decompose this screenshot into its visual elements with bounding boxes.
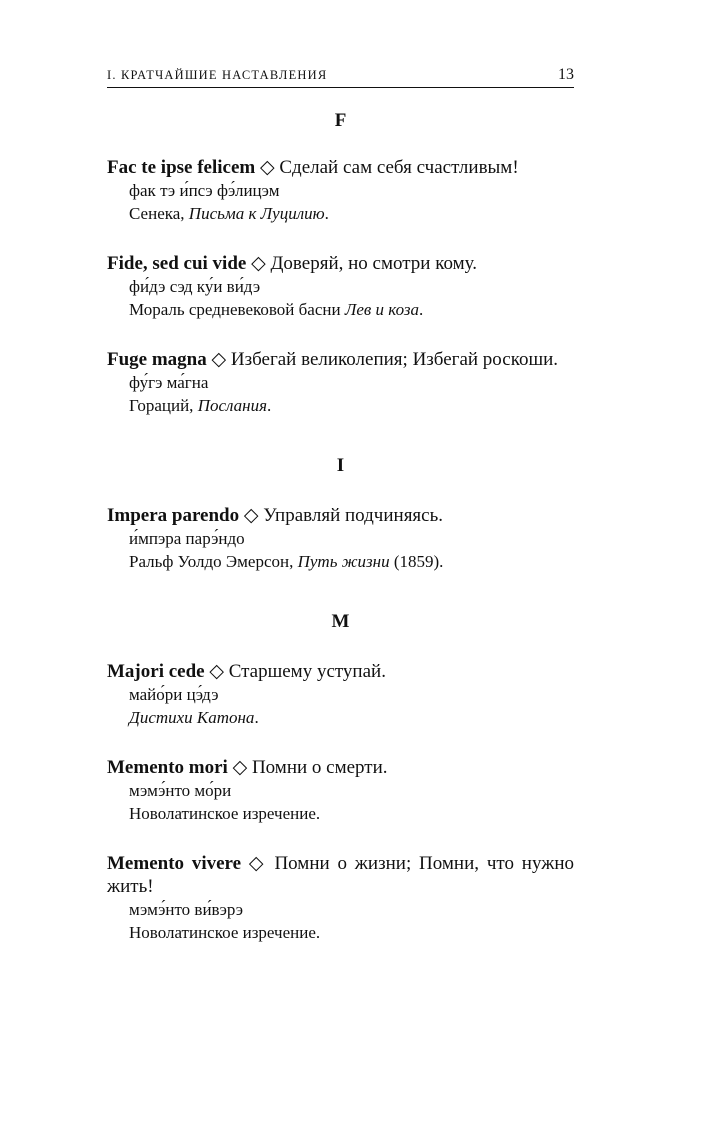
- source-title: Дистихи Катона: [129, 708, 255, 727]
- running-title: I. КРАТЧАЙШИЕ НАСТАВЛЕНИЯ: [107, 68, 328, 82]
- entry-main-line: [107, 252, 574, 275]
- entry-main-line: [107, 348, 574, 371]
- latin-phrase: Memento mori: [107, 757, 228, 778]
- diamond-separator: ◇: [209, 661, 224, 682]
- section-letter-m: M: [331, 611, 350, 632]
- entry-fac-te-ipse-felicem: [107, 156, 574, 225]
- section-letter-f: F: [334, 110, 347, 131]
- pronunciation: фи́дэ сэд ку́и ви́дэ: [129, 277, 261, 296]
- latin-phrase: Fac te ipse felicem: [107, 157, 256, 178]
- pronunciation: и́мпэра парэ́ндо: [129, 529, 245, 548]
- translation: Помни о смерти.: [251, 757, 388, 778]
- translation: Сделай сам себя счастливым!: [279, 157, 519, 178]
- latin-phrase: Impera parendo: [107, 505, 240, 526]
- source-tail: .: [324, 204, 329, 223]
- translation: Помни о жизни; Помни, что нужно жить!: [107, 853, 574, 897]
- entry-fide-sed-cui-vide: [107, 252, 574, 321]
- source-title: Путь жизни: [297, 552, 390, 571]
- entry-main-line: [107, 756, 574, 779]
- source-plain: Ральф Уолдо Эмерсон,: [129, 552, 298, 571]
- entry-main-line: [107, 504, 574, 527]
- source-tail: .: [419, 300, 424, 319]
- pronunciation: фу́гэ ма́гна: [129, 373, 209, 392]
- source-title: Послания: [197, 396, 267, 415]
- latin-phrase: Fide, sed cui vide: [107, 253, 247, 274]
- pronunciation: фак тэ и́псэ фэ́лицэм: [129, 181, 280, 200]
- entry-main-line: [107, 852, 574, 898]
- diamond-separator: ◇: [248, 853, 267, 874]
- source-plain: Мораль средневековой басни: [129, 300, 345, 319]
- pronunciation: майо́ри цэ́дэ: [129, 685, 219, 704]
- pronunciation: мэмэ́нто ви́вэрэ: [129, 900, 244, 919]
- source-tail: .: [254, 708, 259, 727]
- entry-main-line: [107, 660, 574, 683]
- source: [107, 550, 574, 573]
- translation: Доверяй, но смотри кому.: [270, 253, 477, 274]
- source-plain: Сенека,: [129, 204, 189, 223]
- translation: Избегай великолепия; Избегай роскоши.: [230, 349, 559, 370]
- source-plain: Гораций,: [129, 396, 198, 415]
- source-title: Письма к Луцилию: [188, 204, 325, 223]
- source: [107, 298, 574, 321]
- section-letter-i: I: [336, 455, 345, 476]
- latin-phrase: Memento vivere: [107, 853, 242, 874]
- book-page: [107, 66, 574, 944]
- source: [107, 706, 574, 729]
- running-head: [107, 66, 574, 88]
- latin-phrase: Majori cede: [107, 661, 205, 682]
- entry-main-line: [107, 156, 574, 179]
- diamond-separator: ◇: [232, 757, 248, 778]
- source: [107, 802, 574, 825]
- source: [107, 921, 574, 944]
- entry-memento-mori: [107, 756, 574, 825]
- translation: Управляй подчиняясь.: [263, 505, 444, 526]
- diamond-separator: ◇: [211, 349, 227, 370]
- source-tail: .: [266, 396, 272, 415]
- source: [107, 202, 574, 225]
- source-plain: Новолатинское изречение.: [129, 923, 321, 942]
- entry-memento-vivere: [107, 852, 574, 944]
- page-number: 13: [558, 66, 574, 83]
- diamond-separator: ◇: [243, 505, 259, 526]
- source-plain: Новолатинское изречение.: [129, 804, 321, 823]
- diamond-separator: ◇: [251, 253, 266, 274]
- latin-phrase: Fuge magna: [107, 349, 207, 370]
- diamond-separator: ◇: [259, 157, 275, 178]
- entry-majori-cede: [107, 660, 574, 729]
- source-tail: (1859).: [389, 552, 444, 571]
- source-title: Лев и коза: [344, 300, 420, 319]
- pronunciation: мэмэ́нто мо́ри: [129, 781, 232, 800]
- entry-impera-parendo: [107, 504, 574, 573]
- source: [107, 394, 574, 417]
- translation: Старшему уступай.: [228, 661, 386, 682]
- entry-fuge-magna: [107, 348, 574, 417]
